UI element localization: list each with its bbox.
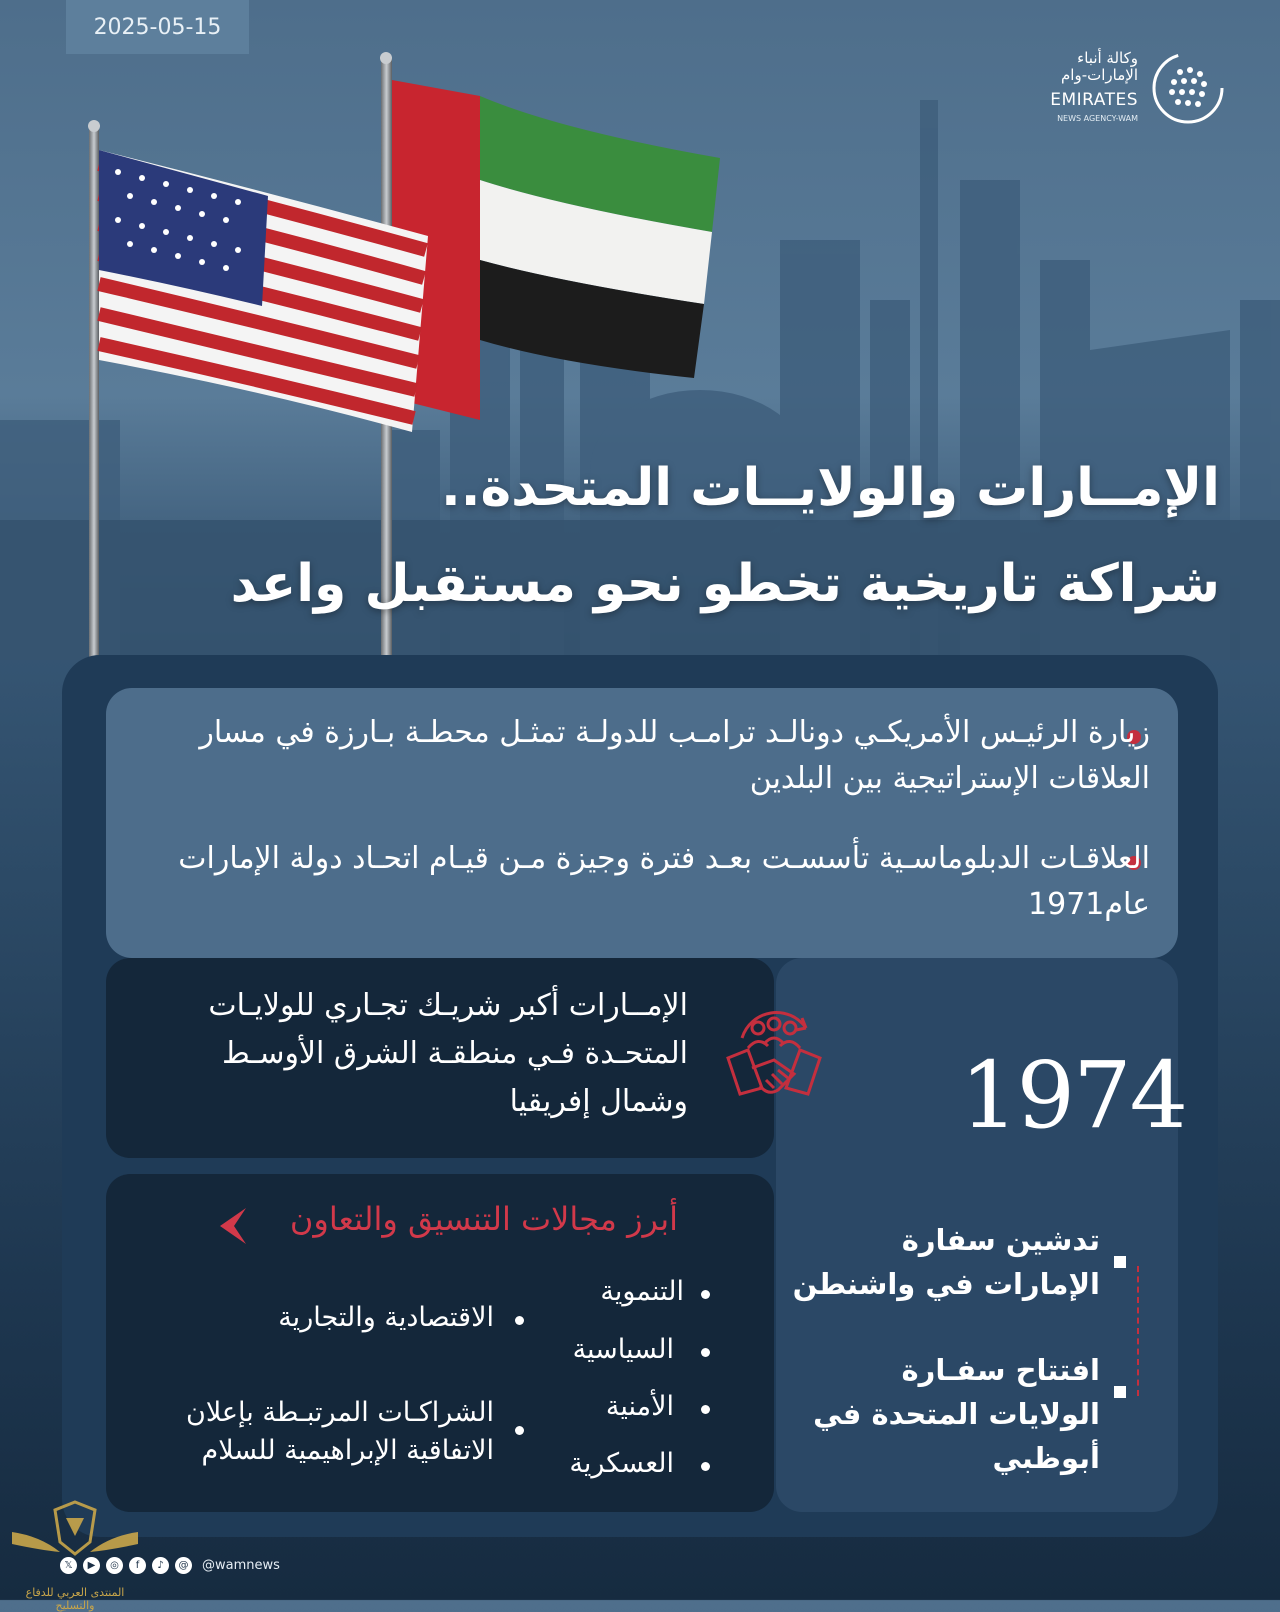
wam-globe-icon <box>1150 50 1226 126</box>
youtube-icon[interactable]: ▶ <box>83 1557 100 1574</box>
timeline-year: 1974 <box>960 1042 1187 1149</box>
bullet-dot <box>515 1316 524 1325</box>
headline <box>160 440 1220 632</box>
logo-english-text: EMIRATES <box>1050 90 1138 110</box>
cooperation-area: الشراكـات المرتبـطة بإعلان الاتفاقية الإبراهيمية للسلام <box>185 1397 494 1466</box>
chevron-left-icon <box>216 1206 250 1246</box>
instagram-icon[interactable]: ◎ <box>106 1557 123 1574</box>
facebook-icon[interactable]: f <box>129 1557 146 1574</box>
logo-arabic-text: وكالة أنباء الإمارات-وام <box>1061 49 1138 84</box>
cooperation-title: أبرز مجالات التنسيق والتعاون <box>289 1200 678 1238</box>
timeline-connector <box>1137 1266 1139 1396</box>
timeline-marker <box>1114 1386 1126 1398</box>
cooperation-area: العسكرية <box>569 1448 674 1479</box>
cooperation-area: التنموية <box>600 1276 684 1307</box>
timeline-event: تدشين سفارة الإمارات في واشنطن <box>792 1223 1100 1301</box>
x-icon[interactable]: 𝕏 <box>60 1557 77 1574</box>
highlight-item: زيارة الرئيـس الأمريكـي دونالـد ترامـب للدولـة تمثـل محطـة بـارزة في مسار العلاقات الإستراتيجية بين البلدين <box>199 715 1150 796</box>
logo-subtitle: NEWS AGENCY-WAM <box>1057 114 1138 123</box>
trade-text: الإمــارات أكبر شريـك تجـاري للولايـات المتحـدة فـي منطقـة الشرق الأوسـط وشمال إفريقيا <box>208 988 688 1119</box>
handshake-icon <box>722 998 826 1110</box>
bullet-dot <box>701 1405 710 1414</box>
bullet-dot <box>701 1348 710 1357</box>
forum-watermark-text: المنتدى العربي للدفاع والتسليح <box>25 1586 125 1612</box>
wam-logo <box>1026 48 1226 128</box>
bullet-dot <box>515 1426 524 1435</box>
forum-emblem-watermark <box>10 1492 140 1596</box>
cooperation-area: الأمنية <box>605 1391 674 1422</box>
bullet-dot <box>701 1462 710 1471</box>
timeline-marker <box>1114 1256 1126 1268</box>
threads-icon[interactable]: @ <box>175 1557 192 1574</box>
cooperation-area: الاقتصادية والتجارية <box>278 1302 494 1333</box>
cooperation-area: السياسية <box>572 1334 674 1365</box>
headline-line-1: الإمــارات والولايــات المتحدة.. <box>440 458 1220 518</box>
tiktok-icon[interactable]: ♪ <box>152 1557 169 1574</box>
highlight-item: العلاقـات الدبلوماسـية تأسسـت بعـد فترة وجيزة مـن قيـام اتحـاد دولة الإمارات عام1971 <box>178 841 1150 922</box>
social-handle[interactable]: @wamnews <box>202 1557 280 1573</box>
timeline-event: افتتاح سفـارة الولايات المتحدة في أبوظبي <box>813 1353 1100 1475</box>
date-badge: 2025-05-15 <box>66 0 249 54</box>
headline-line-2: شراكة تاريخية تخطو نحو مستقبل واعد <box>230 554 1220 614</box>
bullet-dot <box>701 1290 710 1299</box>
